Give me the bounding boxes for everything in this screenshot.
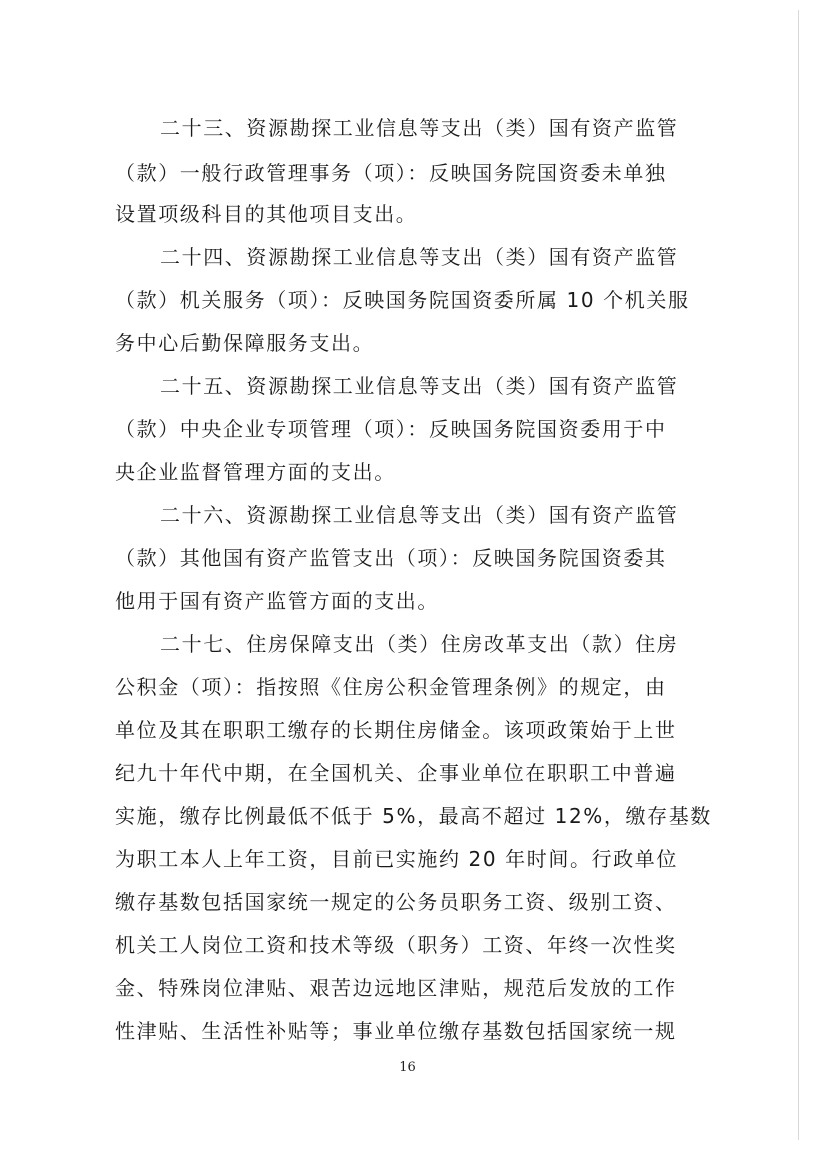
paragraph-23-line-1: 二十三、资源勘探工业信息等支出（类）国有资产监管	[160, 116, 679, 140]
paragraph-27-line-2: 公积金（项）：指按照《住房公积金管理条例》的规定，由	[115, 675, 667, 699]
paragraph-24-line-2: （款）机关服务（项）：反映国务院国资委所属 10 个机关服	[115, 288, 690, 312]
paragraph-27-line-7: 缴存基数包括国家统一规定的公务员职务工资、级别工资、	[115, 890, 677, 914]
paragraph-23-line-2: （款）一般行政管理事务（项）：反映国务院国资委未单独	[115, 161, 667, 185]
page-edge-line	[798, 10, 799, 1140]
paragraph-25-line-2: （款）中央企业专项管理（项）：反映国务院国资委用于中	[115, 417, 667, 441]
paragraph-24-line-1: 二十四、资源勘探工业信息等支出（类）国有资产监管	[160, 245, 679, 269]
paragraph-24-line-3: 务中心后勤保障服务支出。	[115, 331, 375, 355]
page-number: 16	[399, 1060, 416, 1075]
paragraph-23-line-3: 设置项级科目的其他项目支出。	[115, 202, 418, 226]
paragraph-27-line-10: 性津贴、生活性补贴等；事业单位缴存基数包括国家统一规	[115, 1019, 677, 1043]
paragraph-25-line-1: 二十五、资源勘探工业信息等支出（类）国有资产监管	[160, 374, 679, 398]
paragraph-27-line-9: 金、特殊岗位津贴、艰苦边远地区津贴，规范后发放的工作	[115, 976, 677, 1000]
paragraph-27-line-6: 为职工本人上年工资，目前已实施约 20 年时间。行政单位	[115, 847, 678, 871]
paragraph-26-line-3: 他用于国有资产监管方面的支出。	[115, 589, 439, 613]
paragraph-27-line-1: 二十七、住房保障支出（类）住房改革支出（款）住房	[160, 632, 679, 656]
paragraph-26-line-2: （款）其他国有资产监管支出（项）：反映国务院国资委其	[115, 546, 667, 570]
paragraph-25-line-3: 央企业监督管理方面的支出。	[115, 460, 396, 484]
paragraph-26-line-1: 二十六、资源勘探工业信息等支出（类）国有资产监管	[160, 503, 679, 527]
paragraph-27-line-3: 单位及其在职职工缴存的长期住房储金。该项政策始于上世	[115, 718, 677, 742]
paragraph-27-line-4: 纪九十年代中期，在全国机关、企事业单位在职职工中普遍	[115, 761, 677, 785]
paragraph-27-line-8: 机关工人岗位工资和技术等级（职务）工资、年终一次性奖	[115, 933, 677, 957]
paragraph-27-line-5: 实施，缴存比例最低不低于 5%，最高不超过 12%，缴存基数	[115, 804, 712, 828]
